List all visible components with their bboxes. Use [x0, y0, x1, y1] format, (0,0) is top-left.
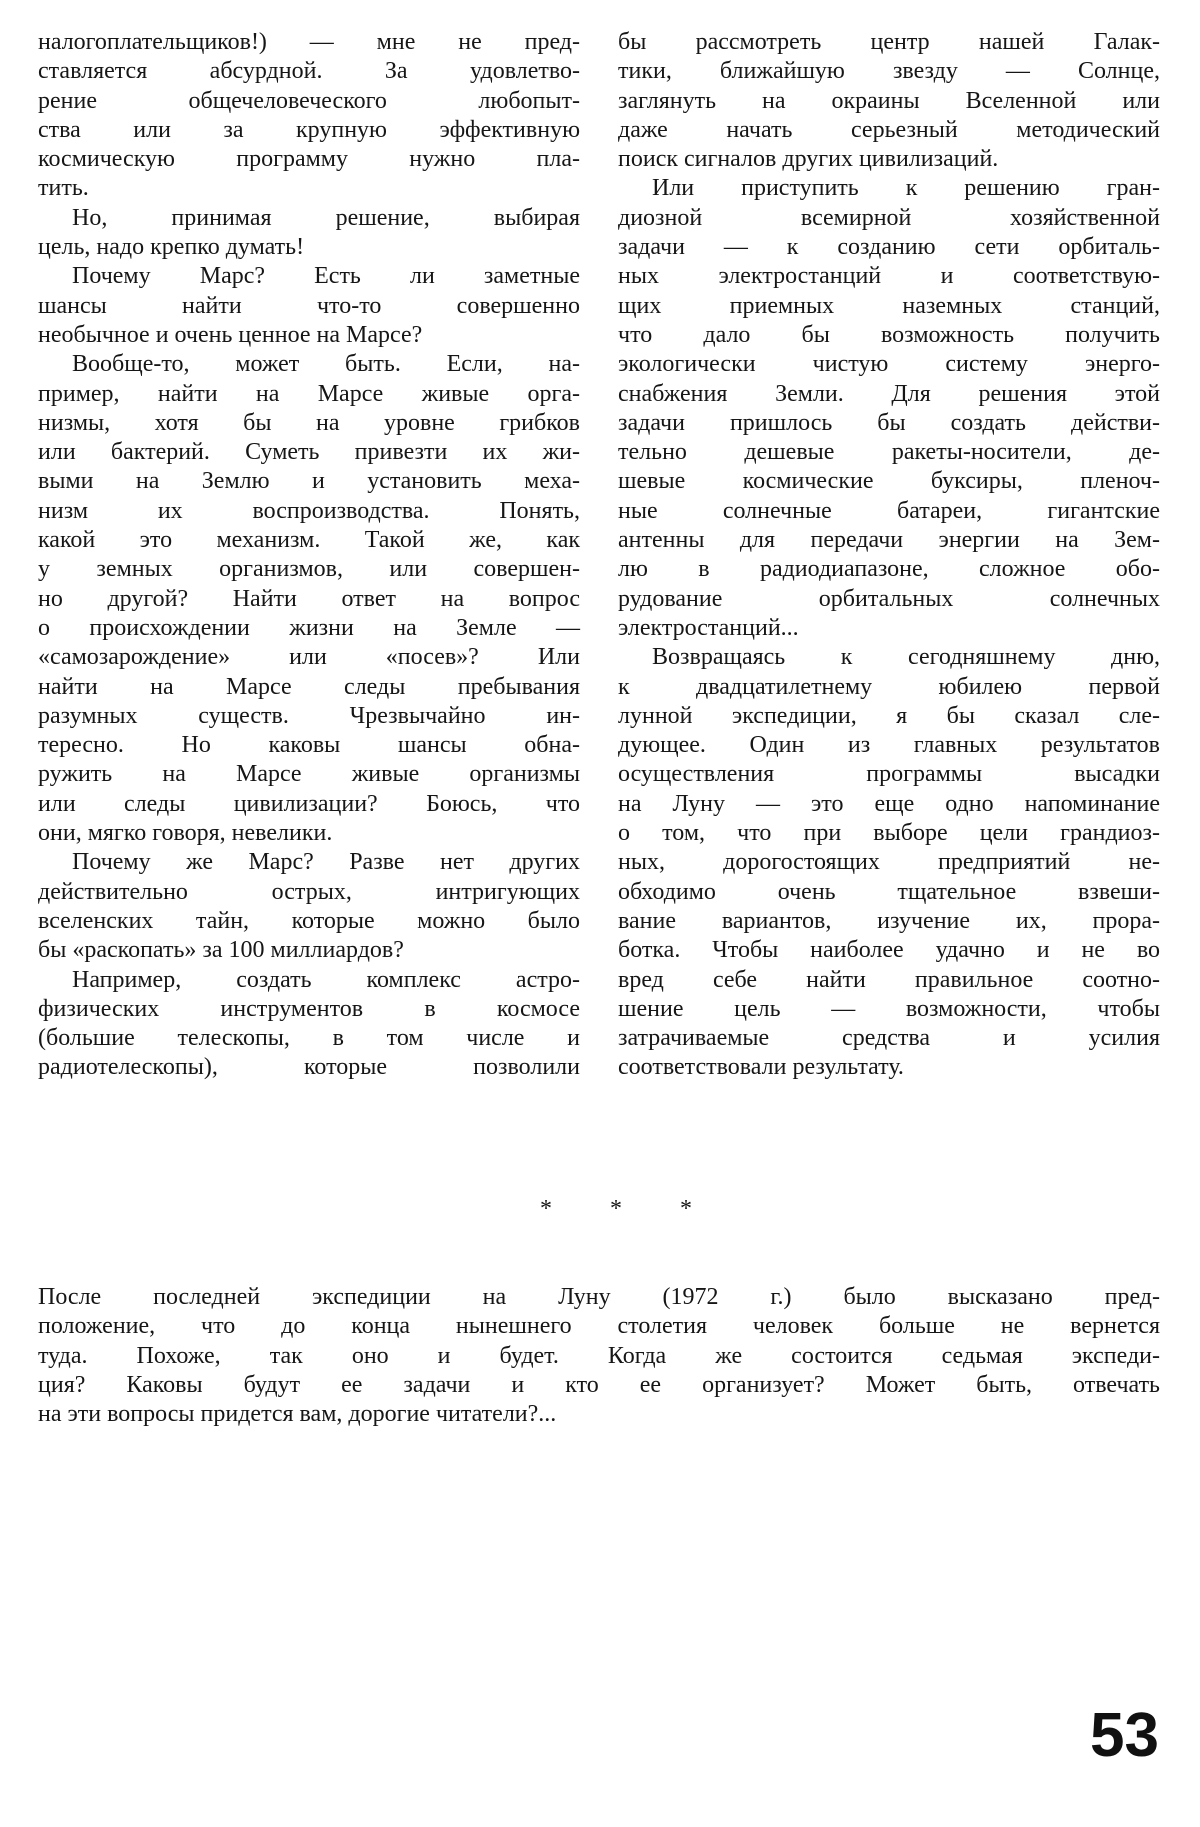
text-line: Почему же Марс? Разве нет других: [72, 849, 580, 876]
text-line: они, мягко говоря, невелики.: [38, 820, 333, 847]
text-line: снабжения Земли. Для решения этой: [618, 380, 1160, 407]
text-line: найти на Марсе следы пребывания: [38, 673, 580, 700]
text-line: дующее. Один из главных результатов: [618, 732, 1160, 759]
text-line: задачи пришлось бы создать действи-: [618, 409, 1160, 436]
text-line: рудование орбитальных солнечных: [618, 585, 1160, 612]
text-line: ставляется абсурдной. За удовлетво-: [38, 58, 580, 85]
left-column: [38, 28, 580, 1083]
text-line: разумных существ. Чрезвычайно ин-: [38, 702, 580, 729]
section-separator: * * *: [540, 1196, 718, 1222]
text-line: вание вариантов, изучение их, прора-: [618, 907, 1160, 934]
text-line: тельно дешевые ракеты-носители, де-: [618, 439, 1160, 466]
text-line: на эти вопросы придется вам, дорогие читатели?...: [38, 1401, 557, 1428]
text-line: космическую программу нужно пла-: [38, 146, 580, 173]
paragraph: [38, 350, 580, 848]
paragraph: [38, 204, 580, 263]
text-line: цель, надо крепко думать!: [38, 234, 305, 261]
text-line: что дало бы возможность получить: [618, 321, 1160, 348]
paragraph: [618, 643, 1160, 1082]
text-line: о том, что при выборе цели грандиоз-: [618, 820, 1160, 847]
text-line: вселенских тайн, которые можно было: [38, 907, 580, 934]
paragraph: [38, 28, 580, 204]
text-line: шевые космические буксиры, пленоч-: [618, 468, 1160, 495]
text-line: лю в радиодиапазоне, сложное обо-: [618, 556, 1160, 583]
text-line: бы «раскопать» за 100 миллиардов?: [38, 937, 404, 964]
text-line: обходимо очень тщательное взвеши-: [618, 878, 1160, 905]
text-line: После последней экспедиции на Луну (1972 г.) было высказано пред-: [38, 1284, 1160, 1310]
paragraph: [618, 174, 1160, 643]
paragraph: [38, 262, 580, 350]
paragraph: [38, 966, 580, 1083]
text-line: Например, создать комплекс астро-: [72, 966, 580, 993]
text-line: Почему Марс? Есть ли заметные: [72, 263, 580, 290]
text-line: тить.: [38, 175, 89, 202]
text-line: ства или за крупную эффективную: [38, 116, 580, 143]
text-line: необычное и очень ценное на Марсе?: [38, 321, 423, 348]
text-line: действительно острых, интригующих: [38, 878, 580, 905]
text-line: низмы, хотя бы на уровне грибков: [38, 409, 580, 436]
text-line: налогоплательщиков!) — мне не пред-: [38, 29, 580, 55]
text-line: бы рассмотреть центр нашей Галак-: [618, 29, 1160, 55]
text-line: ция? Каковы будут ее задачи и кто ее организует? Может быть, отвечать: [38, 1371, 1160, 1398]
closing-paragraph: [38, 1283, 1160, 1429]
text-line: поиск сигналов других цивилизаций.: [618, 146, 999, 173]
text-line: тересно. Но каковы шансы обна-: [38, 732, 580, 759]
text-line: ружить на Марсе живые организмы: [38, 761, 580, 788]
page-number: 53: [1090, 1701, 1159, 1770]
paragraph: [38, 848, 580, 965]
text-line: рение общечеловеческого любопыт-: [38, 87, 580, 114]
text-line: Вообще-то, может быть. Если, на-: [72, 351, 580, 378]
text-line: положение, что до конца нынешнего столетия человек больше не вернется: [38, 1313, 1160, 1340]
text-line: выми на Землю и установить меха-: [38, 468, 580, 495]
text-line: или бактерий. Суметь привезти их жи-: [38, 439, 580, 466]
text-line: «самозарождение» или «посев»? Или: [38, 644, 580, 671]
text-line: о происхождении жизни на Земле —: [38, 614, 580, 641]
text-line: на Луну — это еще одно напоминание: [618, 790, 1160, 817]
text-line: низм их воспроизводства. Понять,: [38, 497, 580, 524]
text-line: электростанций...: [618, 614, 799, 641]
text-line: шение цель — возможности, чтобы: [618, 995, 1160, 1022]
text-line: Или приступить к решению гран-: [652, 175, 1160, 202]
text-line: или следы цивилизации? Боюсь, что: [38, 790, 580, 817]
text-line: диозной всемирной хозяйственной: [618, 204, 1160, 231]
text-line: радиотелескопы), которые позволили: [38, 1054, 580, 1081]
paragraph: [618, 28, 1160, 174]
text-line: ных электростанций и соответствую-: [618, 263, 1160, 290]
text-line: заглянуть на окраины Вселенной или: [618, 87, 1160, 114]
text-line: экологически чистую систему энерго-: [618, 351, 1160, 378]
text-line: туда. Похоже, так оно и будет. Когда же состоится седьмая экспеди-: [38, 1342, 1160, 1369]
text-line: соответствовали результату.: [618, 1054, 904, 1081]
text-line: (большие телескопы, в том числе и: [38, 1025, 580, 1052]
text-line: какой это механизм. Такой же, как: [38, 527, 580, 554]
text-line: ботка. Чтобы наиболее удачно и не во: [618, 937, 1160, 964]
text-line: вред себе найти правильное соотно-: [618, 966, 1160, 993]
text-line: щих приемных наземных станций,: [618, 292, 1160, 319]
text-line: физических инструментов в космосе: [38, 995, 580, 1022]
text-line: ные солнечные батареи, гигантские: [618, 497, 1160, 524]
text-line: шансы найти что-то совершенно: [38, 292, 580, 319]
text-line: задачи — к созданию сети орбиталь-: [618, 234, 1160, 261]
text-line: у земных организмов, или совершен-: [38, 556, 580, 583]
text-line: антенны для передачи энергии на Зем-: [618, 527, 1160, 554]
text-line: лунной экспедиции, я бы сказал сле-: [618, 702, 1160, 729]
text-line: но другой? Найти ответ на вопрос: [38, 585, 580, 612]
text-line: ных, дорогостоящих предприятий не-: [618, 849, 1160, 876]
text-line: тики, ближайшую звезду — Солнце,: [618, 58, 1160, 85]
text-line: даже начать серьезный методический: [618, 116, 1160, 143]
text-line: к двадцатилетнему юбилею первой: [618, 673, 1160, 700]
right-column: [618, 28, 1160, 1083]
text-line: пример, найти на Марсе живые орга-: [38, 380, 580, 407]
text-line: осуществления программы высадки: [618, 761, 1160, 788]
text-line: Возвращаясь к сегодняшнему дню,: [652, 644, 1160, 671]
text-line: Но, принимая решение, выбирая: [72, 204, 580, 231]
text-line: затрачиваемые средства и усилия: [618, 1025, 1160, 1052]
